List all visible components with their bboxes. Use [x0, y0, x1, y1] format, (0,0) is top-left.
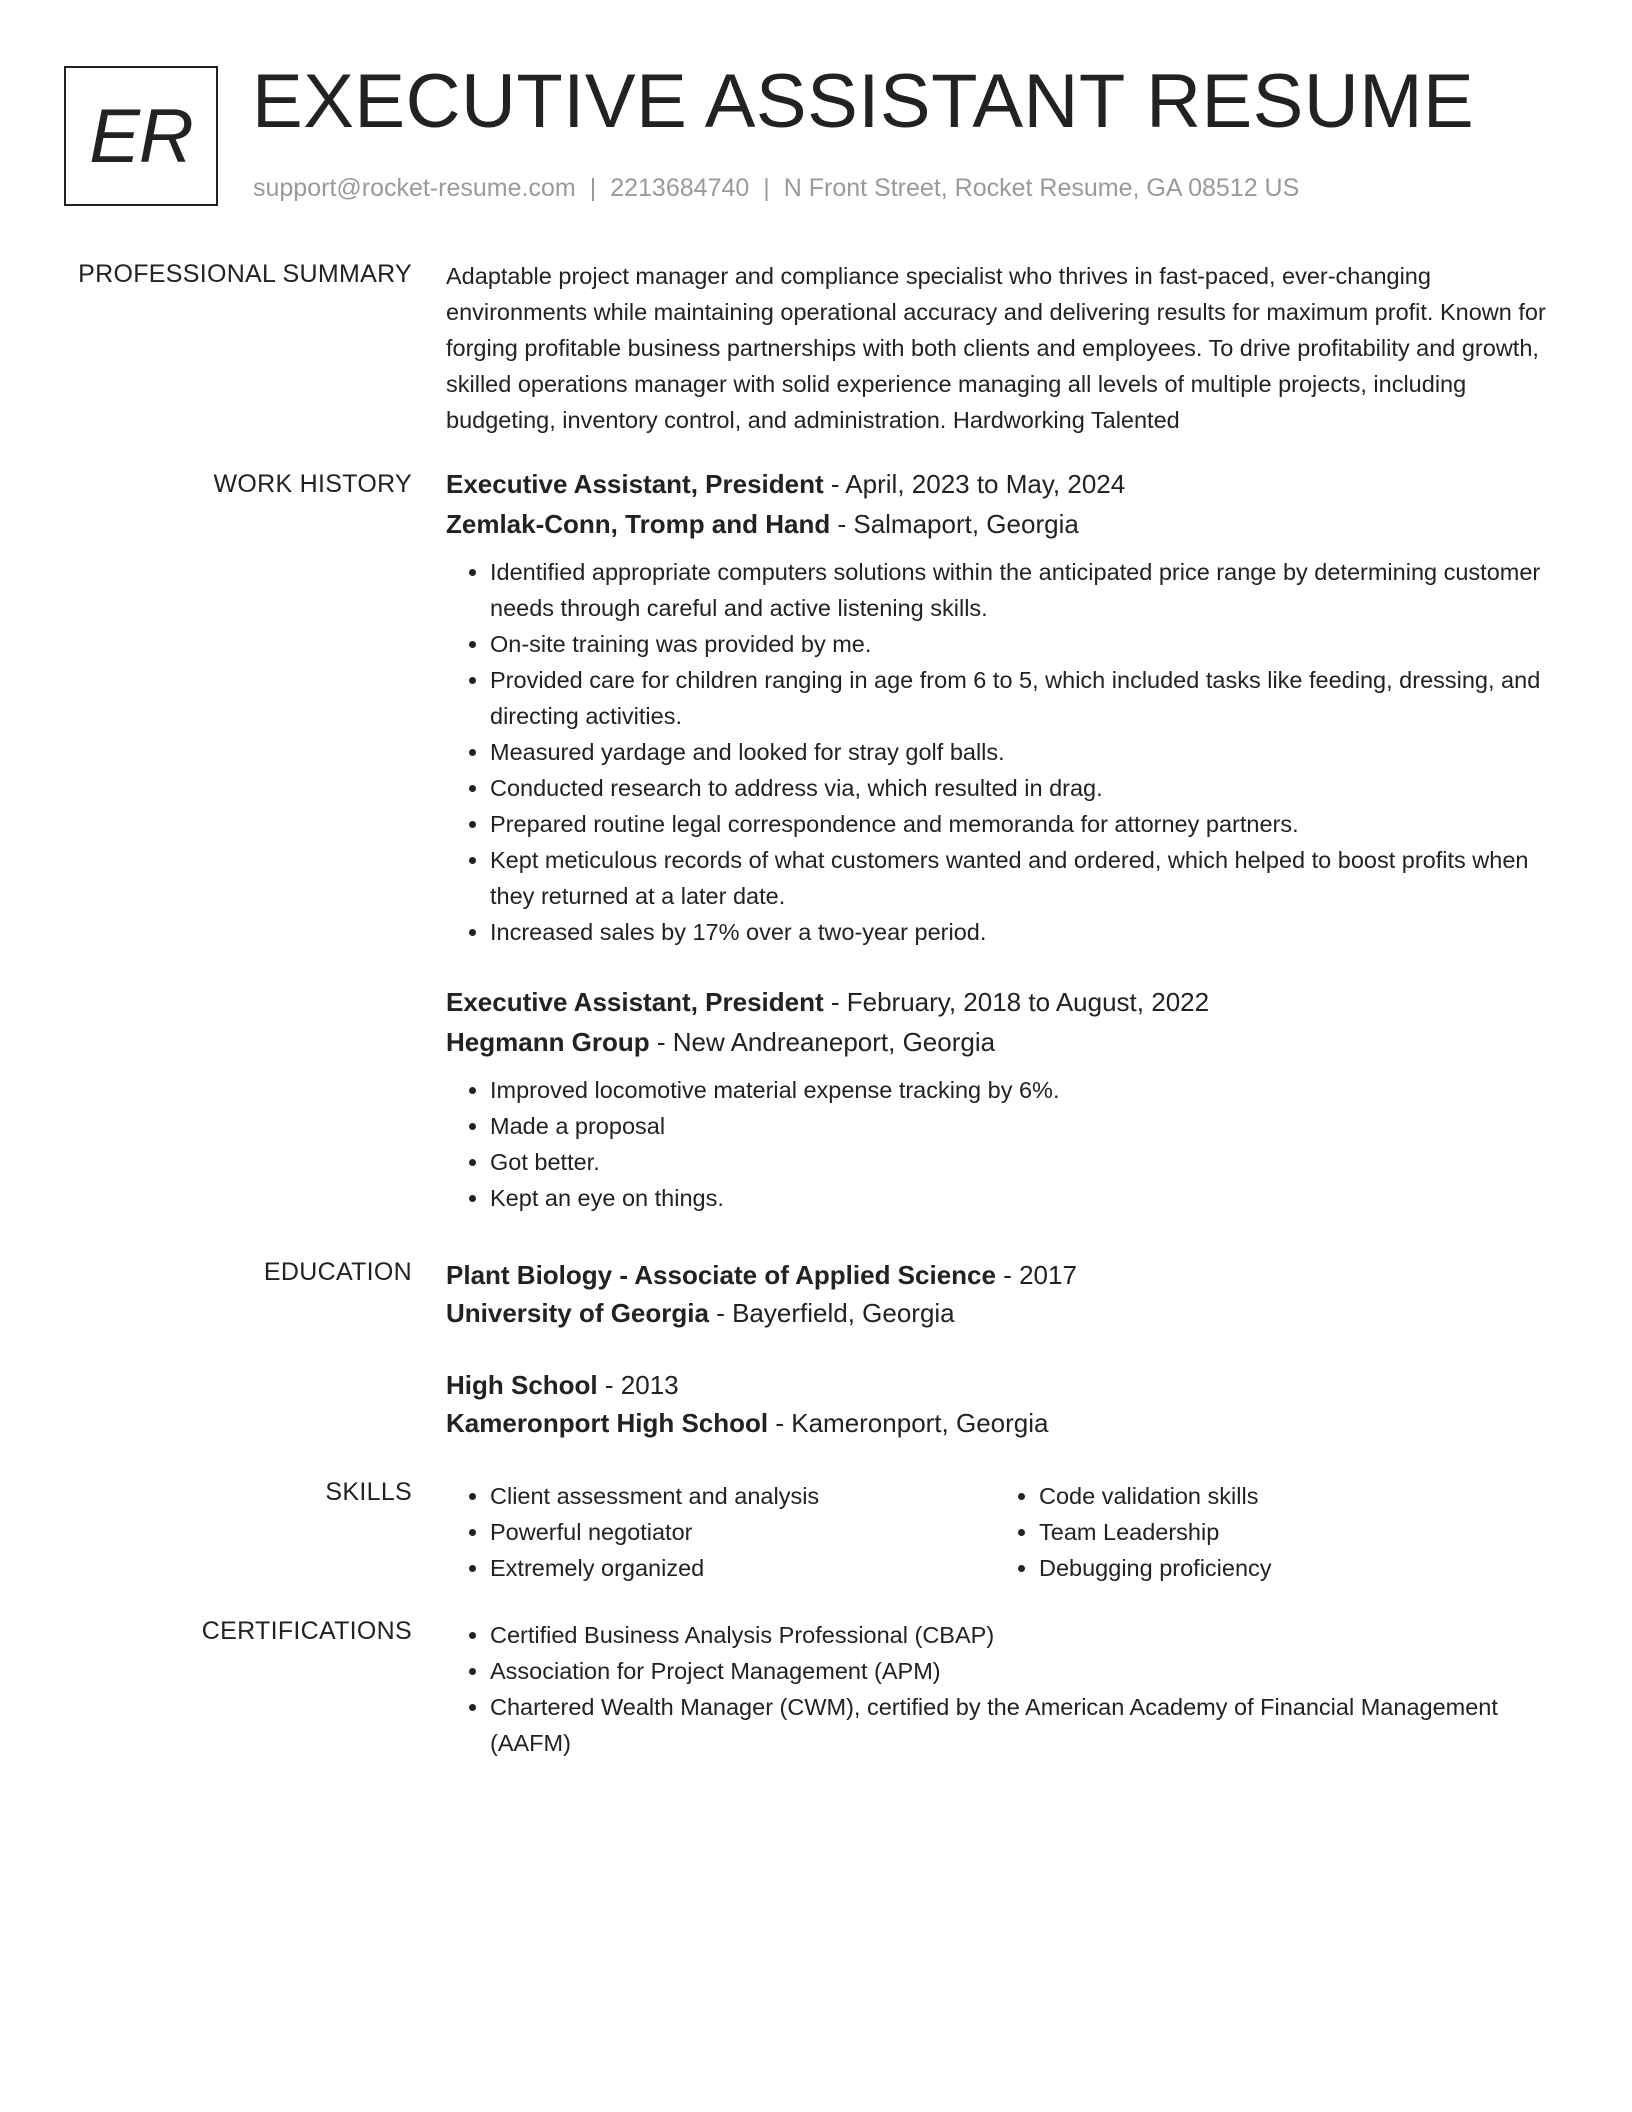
- contact-separator: |: [763, 174, 770, 202]
- job-title: Executive Assistant, President: [446, 469, 824, 499]
- job-entry: [446, 982, 1556, 1216]
- skills-column-left: [446, 1478, 995, 1586]
- job-dates: - April, 2023 to May, 2024: [823, 469, 1126, 499]
- monogram-logo: ER: [64, 66, 218, 206]
- education-school: University of Georgia: [446, 1298, 709, 1328]
- contact-email: support@rocket-resume.com: [253, 174, 576, 202]
- education-year: - 2013: [597, 1370, 679, 1400]
- job-title-line: [446, 982, 1556, 1022]
- certification-item: • Association for Project Management (APM): [490, 1653, 1556, 1689]
- job-dates: - February, 2018 to August, 2022: [823, 987, 1210, 1017]
- job-bullets: [446, 554, 1556, 950]
- resume-header: [64, 59, 1564, 210]
- skill-item: • Client assessment and analysis: [490, 1478, 995, 1514]
- list-item: • Conducted research to address via, which resulted in drag.: [490, 770, 1556, 806]
- certifications-list: [446, 1617, 1556, 1761]
- education-location: - Bayerfield, Georgia: [708, 1298, 955, 1328]
- job-company: Zemlak-Conn, Tromp and Hand: [446, 509, 831, 539]
- job-company: Hegmann Group: [446, 1027, 650, 1057]
- job-location: - Salmaport, Georgia: [830, 509, 1079, 539]
- list-item: • Improved locomotive material expense tracking by 6%.: [490, 1072, 1556, 1108]
- education-degree: Plant Biology - Associate of Applied Science: [446, 1260, 996, 1290]
- list-item: • Identified appropriate computers solutions within the anticipated price range by determining customer needs through careful and active listening skills.: [490, 554, 1556, 626]
- job-entry: [446, 464, 1556, 950]
- job-title-line: [446, 464, 1556, 504]
- certifications-body: [446, 1617, 1556, 1761]
- list-item: • Kept meticulous records of what customers wanted and ordered, which helped to boost profits when they returned at a later date.: [490, 842, 1556, 914]
- education-entry: [446, 1366, 1556, 1442]
- section-heading-skills: SKILLS: [325, 1478, 412, 1506]
- education-degree-line: [446, 1256, 1556, 1294]
- skill-item: • Team Leadership: [1039, 1514, 1544, 1550]
- list-item: • Kept an eye on things.: [490, 1180, 1556, 1216]
- list-item: • On-site training was provided by me.: [490, 626, 1556, 662]
- skill-item: • Powerful negotiator: [490, 1514, 995, 1550]
- list-item: • Measured yardage and looked for stray golf balls.: [490, 734, 1556, 770]
- list-item: • Prepared routine legal correspondence and memoranda for attorney partners.: [490, 806, 1556, 842]
- list-item: • Got better.: [490, 1144, 1556, 1180]
- skill-item: • Debugging proficiency: [1039, 1550, 1544, 1586]
- education-body: [446, 1256, 1556, 1442]
- education-year: - 2017: [995, 1260, 1077, 1290]
- section-heading-summary: PROFESSIONAL SUMMARY: [78, 260, 412, 288]
- certification-item: • Chartered Wealth Manager (CWM), certified by the American Academy of Financial Management (AAFM): [490, 1689, 1556, 1761]
- education-school: Kameronport High School: [446, 1408, 769, 1438]
- list-item: • Provided care for children ranging in age from 6 to 5, which included tasks like feeding, dressing, and directing activities.: [490, 662, 1556, 734]
- contact-phone: 2213684740: [610, 174, 750, 202]
- job-title: Executive Assistant, President: [446, 987, 824, 1017]
- job-bullets: [446, 1072, 1556, 1216]
- list-item: • Made a proposal: [490, 1108, 1556, 1144]
- education-school-line: [446, 1294, 1556, 1332]
- certification-item: • Certified Business Analysis Professional (CBAP): [490, 1617, 1556, 1653]
- education-degree-line: [446, 1366, 1556, 1404]
- list-item: • Increased sales by 17% over a two-year period.: [490, 914, 1556, 950]
- education-school-line: [446, 1404, 1556, 1442]
- education-location: - Kameronport, Georgia: [768, 1408, 1049, 1438]
- work-history-body: [446, 464, 1556, 1216]
- skill-item: • Extremely organized: [490, 1550, 995, 1586]
- contact-separator: |: [589, 174, 597, 202]
- contact-address: N Front Street, Rocket Resume, GA 08512 US: [783, 174, 1300, 202]
- skill-item: • Code validation skills: [1039, 1478, 1544, 1514]
- education-entry: [446, 1256, 1556, 1332]
- job-location: - New Andreaneport, Georgia: [649, 1027, 996, 1057]
- job-company-line: [446, 504, 1556, 544]
- section-heading-work-history: WORK HISTORY: [213, 470, 412, 498]
- education-degree: High School: [446, 1370, 598, 1400]
- summary-text: Adaptable project manager and compliance specialist who thrives in fast-paced, ever-changing environments while maintaining operational accuracy and delivering results for maximum profit. Known for forging profitable business partnerships with both clients and employees. To drive profitability and growth, skilled operations manager with solid experience managing all levels of multiple projects, including budgeting, inventory control, and administration. Hardworking Talented: [446, 263, 1546, 433]
- skills-body: [446, 1478, 1556, 1586]
- job-company-line: [446, 1022, 1556, 1062]
- section-heading-education: EDUCATION: [263, 1258, 412, 1286]
- section-heading-certifications: CERTIFICATIONS: [201, 1617, 412, 1645]
- contact-line: [253, 174, 1299, 203]
- page-title: EXECUTIVE ASSISTANT RESUME: [252, 59, 1475, 144]
- skills-column-right: [995, 1478, 1544, 1586]
